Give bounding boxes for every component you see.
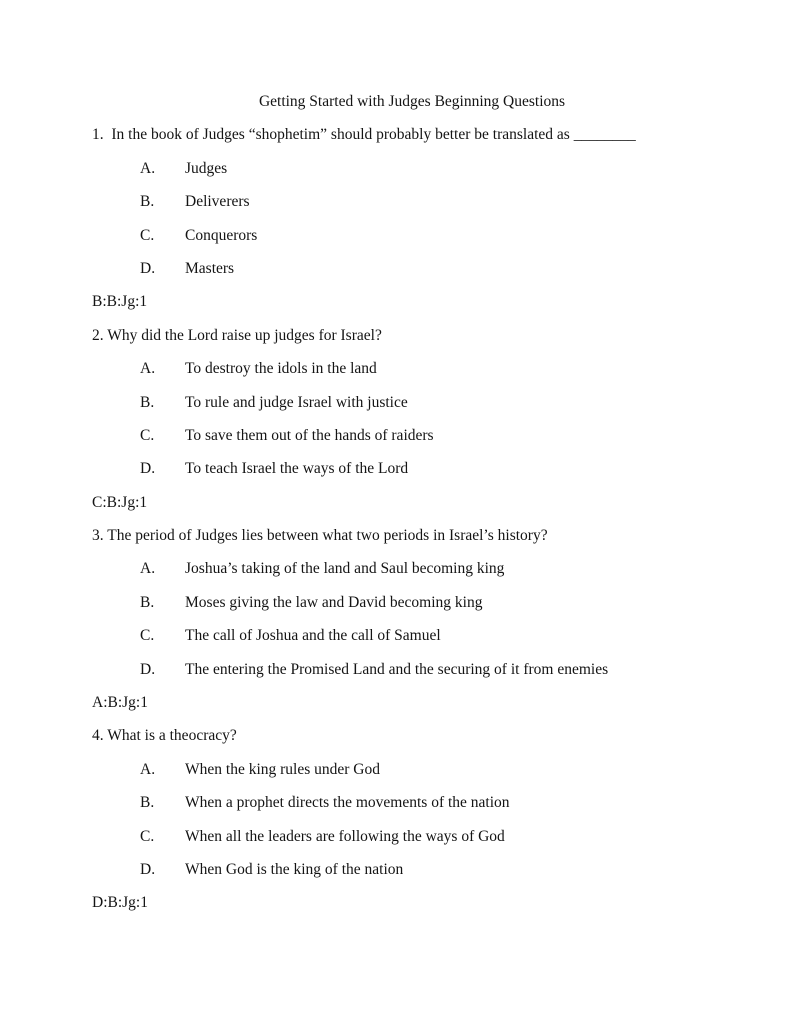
option-text: Joshua’s taking of the land and Saul becoming king: [185, 560, 505, 578]
question-prompt-line: [0, 319, 791, 352]
option-letter: A.: [140, 159, 156, 177]
option-row: [0, 619, 791, 652]
document-title: Getting Started with Judges Beginning Questions: [258, 93, 566, 110]
option-letter: B.: [140, 794, 155, 812]
option-text: Deliverers: [185, 193, 250, 211]
option-row: [0, 552, 791, 585]
option-text: When the king rules under God: [185, 760, 380, 778]
option-row: [0, 152, 791, 185]
option-letter: A.: [140, 560, 156, 578]
option-row: [0, 853, 791, 886]
options-list: [0, 753, 791, 887]
answer-code: D:B:Jg:1: [92, 894, 148, 912]
option-letter: C.: [140, 627, 155, 645]
option-text: Judges: [185, 159, 228, 177]
option-letter: B.: [140, 593, 155, 611]
option-text: When all the leaders are following the ways of God: [185, 827, 505, 845]
option-row: [0, 452, 791, 485]
option-letter: B.: [140, 193, 155, 211]
answer-code: A:B:Jg:1: [92, 694, 148, 712]
option-letter: D.: [140, 660, 156, 678]
option-letter: A.: [140, 360, 156, 378]
option-letter: C.: [140, 426, 155, 444]
option-text: Masters: [185, 259, 235, 277]
question-text: 3. The period of Judges lies between what two periods in Israel’s history?: [92, 527, 548, 545]
question-prompt-line: [0, 519, 791, 552]
question-block: [0, 519, 791, 719]
option-row: [0, 586, 791, 619]
option-row: [0, 352, 791, 385]
option-text: The call of Joshua and the call of Samuel: [185, 627, 441, 645]
option-row: [0, 653, 791, 686]
question-block: [0, 719, 791, 919]
option-row: [0, 219, 791, 252]
question-block: [0, 319, 791, 519]
question-text: 1. In the book of Judges “shophetim” should probably better be translated as: [92, 126, 574, 144]
option-letter: D.: [140, 259, 156, 277]
option-row: [0, 419, 791, 452]
question-text: 4. What is a theocracy?: [92, 727, 237, 745]
option-row: [0, 185, 791, 218]
questions-list: [0, 118, 791, 919]
option-letter: C.: [140, 827, 155, 845]
question-block: [0, 118, 791, 318]
option-row: [0, 753, 791, 786]
option-letter: D.: [140, 460, 156, 478]
option-row: [0, 820, 791, 853]
answer-code: B:B:Jg:1: [92, 293, 148, 311]
question-text: 2. Why did the Lord raise up judges for Israel?: [92, 326, 382, 344]
option-text: When a prophet directs the movements of the nation: [185, 794, 510, 812]
option-row: [0, 786, 791, 819]
options-list: [0, 352, 791, 486]
option-row: [0, 386, 791, 419]
option-letter: A.: [140, 760, 156, 778]
question-prompt-line: [0, 118, 791, 151]
answer-code: C:B:Jg:1: [92, 493, 148, 511]
option-text: To teach Israel the ways of the Lord: [185, 460, 409, 478]
option-text: To destroy the idols in the land: [185, 360, 377, 378]
option-text: To rule and judge Israel with justice: [185, 393, 408, 411]
option-text: Conquerors: [185, 226, 258, 244]
option-row: [0, 252, 791, 285]
answer-blank: ________: [573, 126, 636, 144]
option-text: When God is the king of the nation: [185, 860, 404, 878]
option-text: The entering the Promised Land and the securing of it from enemies: [185, 660, 609, 678]
options-list: [0, 552, 791, 686]
option-letter: C.: [140, 226, 155, 244]
option-letter: B.: [140, 393, 155, 411]
question-prompt-line: [0, 719, 791, 752]
options-list: [0, 152, 791, 286]
option-text: Moses giving the law and David becoming king: [185, 593, 483, 611]
option-letter: D.: [140, 860, 156, 878]
option-text: To save them out of the hands of raiders: [185, 426, 434, 444]
